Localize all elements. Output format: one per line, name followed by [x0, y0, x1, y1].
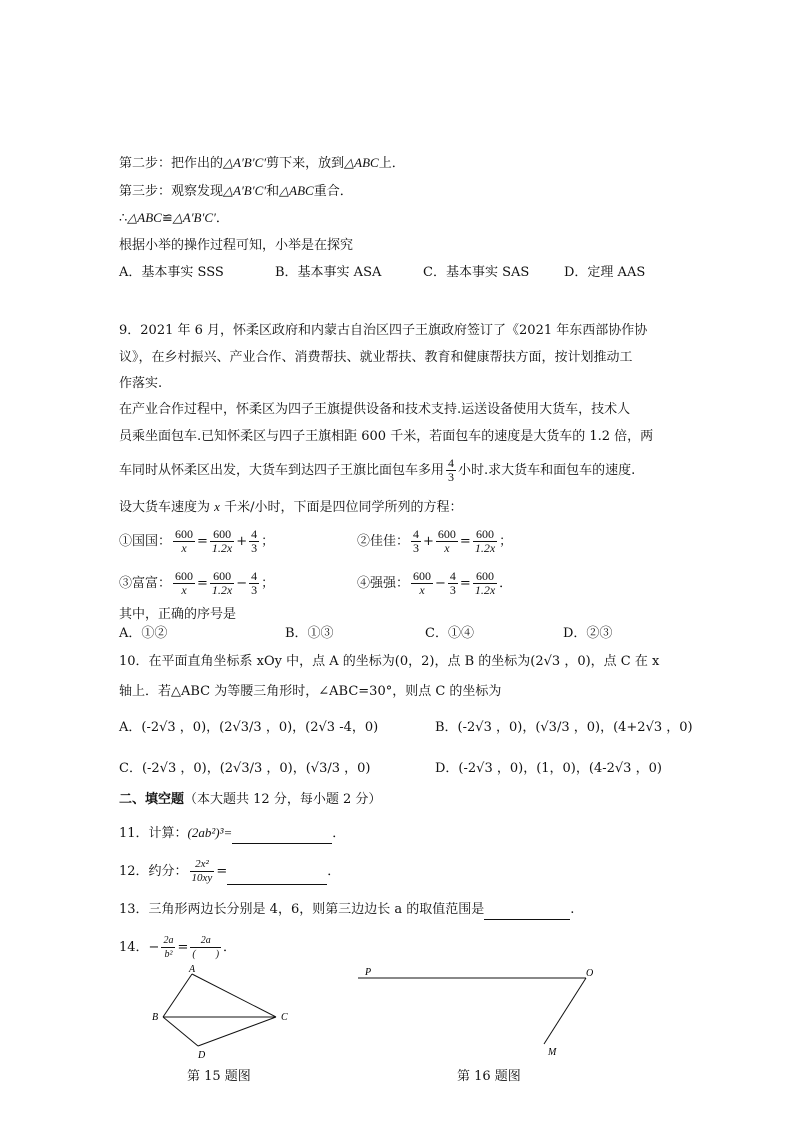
- equals: =: [177, 940, 189, 955]
- q9-option-d: D．②③: [563, 626, 613, 641]
- q12-fraction: [190, 858, 215, 885]
- frac-num: 600: [437, 527, 456, 541]
- section2-heading: [119, 790, 381, 810]
- q9-option-c: C．①④: [425, 626, 474, 641]
- q9-option-a: A．①②: [119, 626, 168, 641]
- frac-den: b²: [164, 949, 173, 960]
- frac-num: 2x²: [190, 858, 215, 872]
- triangle-prime: △A′B′C′: [223, 183, 267, 198]
- frac-num: 600: [413, 569, 432, 583]
- conclusion-line: [119, 208, 229, 229]
- frac-4-3: [411, 528, 421, 555]
- figure-15: [140, 962, 300, 1062]
- point-p-label: P: [365, 967, 372, 978]
- frac-4-3: [249, 528, 259, 555]
- q10-option-a: A．(-2√3 ，0)，(2√3/3 ，0)，(2√3 -4，0): [119, 720, 379, 735]
- segment-dc: [198, 1017, 276, 1046]
- triangle-prime: △A′B′C′: [223, 155, 267, 170]
- eq1-name: ①国国：: [119, 534, 172, 549]
- frac-num: 600: [210, 570, 234, 584]
- segment-ac: [192, 974, 276, 1017]
- segment-bd: [163, 1017, 198, 1046]
- figure-16-caption: 第 16 题图: [457, 1069, 521, 1084]
- four-thirds-fraction: [446, 457, 456, 484]
- segment-ab: [163, 974, 192, 1017]
- step3-and: 和: [266, 184, 280, 199]
- equation-3: [119, 570, 274, 597]
- q9-line6-text2: 小时.求大货车和面包车的速度.: [458, 463, 636, 478]
- q11-line: [119, 823, 345, 844]
- point-d-label: D: [198, 1050, 206, 1061]
- frac-den: x: [444, 541, 450, 555]
- q14-line: [119, 934, 236, 961]
- conclusion-end: ．: [215, 211, 229, 226]
- frac-600-x: [173, 570, 195, 597]
- frac-600-12x: [473, 528, 497, 555]
- triangle-prime: △A′B′C′: [172, 210, 216, 225]
- frac-den: 3: [251, 541, 258, 555]
- q10-option-b: B．(-2√3 ，0)，(√3/3 ，0)，(4+2√3 ，0): [435, 720, 693, 735]
- q14-end: ．: [223, 940, 237, 955]
- triangle-abc: △ABC: [344, 155, 379, 170]
- q10-option-c: C．(-2√3 ，0)，(2√3/3 ，0)，(√3/3 ，0): [119, 761, 371, 776]
- q10-line1: 10．在平面直角坐标系 xOy 中，点 A 的坐标为(0，2)，点 B 的坐标为(2√3 ，0)，点 C 在 x: [119, 654, 660, 669]
- frac-den: 1.2x: [474, 583, 496, 597]
- q14-rhs-fraction[interactable]: [190, 934, 221, 961]
- point-o-label: O: [586, 968, 594, 979]
- q10-line2: 轴上．若△ABC 为等腰三角形时，∠ABC=30°，则点 C 的坐标为: [119, 684, 502, 699]
- equals: =: [197, 534, 208, 549]
- frac-num: 4: [449, 569, 456, 583]
- frac-num: 2a: [163, 935, 174, 946]
- minus: −: [236, 576, 248, 591]
- step2-text: 第二步：把作出的: [119, 156, 224, 171]
- frac-den: 1.2x: [211, 583, 233, 597]
- q9-question: 其中，正确的序号是: [119, 607, 237, 622]
- q9-line2: 议》，在乡村振兴、产业合作、消费帮扶、就业帮扶、教育和健康帮扶方面，按计划推动工: [119, 350, 633, 365]
- frac-600-x: [436, 528, 458, 555]
- q13-end: .: [570, 902, 575, 917]
- frac-num: 600: [473, 528, 497, 542]
- eq3-name: ③富富：: [119, 576, 172, 591]
- semicolon: ；: [499, 534, 513, 549]
- q11-label: 11．计算：: [119, 826, 188, 841]
- q14-lhs-fraction: [161, 934, 175, 961]
- step2-text2: 剪下来，放到: [266, 156, 345, 171]
- section2-note: （本大题共 12 分，每小题 2 分）: [184, 792, 382, 807]
- frac-600-12x: [473, 570, 497, 597]
- semicolon: ；: [261, 576, 275, 591]
- q13-text: 13．三角形两边长分别是 4，6，则第三边边长 a 的取值范围是: [119, 902, 485, 917]
- section2-title: 二、填空题: [119, 792, 185, 807]
- frac-600-x: [411, 570, 433, 597]
- q9-line6-text: 车同时从怀柔区出发，大货车到达四子王旗比面包车多用: [119, 463, 445, 478]
- equals: =: [197, 576, 208, 591]
- frac-den: x: [181, 583, 187, 597]
- step3-line: [119, 181, 353, 202]
- q8-option-d: D．定理 AAS: [564, 265, 646, 280]
- q12-line: [119, 858, 340, 885]
- congruent-sign: ≌: [161, 211, 173, 226]
- q8-option-b: B．基本事实 ASA: [275, 265, 382, 280]
- q10-option-d: D．(-2√3 ，0)，(1，0)，(4-2√3 ，0): [435, 761, 662, 776]
- var-x: x: [214, 499, 220, 514]
- q14-label: 14．: [119, 940, 149, 955]
- q12-end: ．: [327, 864, 341, 879]
- frac-den-blank[interactable]: ( ): [192, 949, 220, 960]
- frac-den: 1.2x: [474, 541, 496, 555]
- q9-line5: 员乘坐面包车.已知怀柔区与四子王旗相距 600 千米，若面包车的速度是大货车的 1.2 倍，两: [119, 429, 654, 444]
- triangle-abc: △ABC: [279, 183, 314, 198]
- q12-label: 12．约分：: [119, 864, 188, 879]
- q9-option-b: B．①③: [285, 626, 334, 641]
- frac-den: x: [419, 583, 425, 597]
- q11-expression: (2ab²)³=: [187, 825, 233, 840]
- equals: =: [216, 864, 228, 879]
- frac-4-3: [249, 570, 259, 597]
- step3-text: 第三步：观察发现: [119, 184, 224, 199]
- step3-end: 重合．: [313, 184, 353, 199]
- equals: =: [459, 576, 471, 591]
- answer-blank[interactable]: [227, 870, 327, 885]
- frac-num: 600: [175, 569, 194, 583]
- point-m-label: M: [548, 1047, 557, 1058]
- frac-num: 4: [413, 527, 420, 541]
- answer-blank[interactable]: [232, 829, 332, 844]
- q8-option-a: A．基本事实 SSS: [119, 265, 224, 280]
- equation-1: [119, 528, 274, 555]
- figure-16: [355, 962, 605, 1062]
- q9-line7-text: 设大货车速度为: [119, 500, 211, 515]
- q8-option-c: C．基本事实 SAS: [423, 265, 530, 280]
- point-a-label: A: [189, 964, 196, 975]
- point-c-label: C: [281, 1012, 288, 1023]
- frac-den: 10xy: [191, 872, 213, 884]
- minus: −: [148, 940, 160, 955]
- frac-den: x: [181, 541, 187, 555]
- triangle-abc: △ABC: [127, 210, 162, 225]
- q9-line7: [119, 497, 462, 518]
- equation-4: [357, 570, 512, 597]
- frac-num: 600: [175, 527, 194, 541]
- frac-den: 3: [449, 583, 456, 597]
- frac-num: 600: [473, 570, 497, 584]
- semicolon: ；: [261, 534, 275, 549]
- q11-end: ．: [332, 826, 346, 841]
- plus: +: [236, 534, 248, 549]
- equals: =: [459, 534, 471, 549]
- frac-600-12x: [210, 528, 234, 555]
- step2-end: 上．: [378, 156, 405, 171]
- point-b-label: B: [152, 1012, 159, 1023]
- frac-den: 3: [413, 541, 420, 555]
- answer-blank[interactable]: [484, 905, 570, 920]
- q9-line1: 9．2021 年 6 月，怀柔区政府和内蒙古自治区四子王旗政府签订了《2021 年东西部协作协: [119, 323, 648, 338]
- eq4-name: ④强强：: [357, 576, 410, 591]
- frac-num: 4: [251, 527, 258, 541]
- frac-num: 600: [210, 528, 234, 542]
- frac-600-x: [173, 528, 195, 555]
- frac-num: 4: [251, 569, 258, 583]
- q9-line3: 作落实.: [119, 376, 163, 391]
- q8-prompt: 根据小举的操作过程可知，小举是在探究: [119, 238, 354, 253]
- figure-15-caption: 第 15 题图: [187, 1069, 251, 1084]
- ray-om: [544, 978, 586, 1044]
- eq2-name: ②佳佳：: [357, 534, 410, 549]
- q9-line4: 在产业合作过程中，怀柔区为四子王旗提供设备和技术支持.运送设备使用大货车，技术人: [119, 402, 631, 417]
- frac-den: 1.2x: [211, 541, 233, 555]
- q9-line7-text2: 千米/小时，下面是四位同学所列的方程：: [224, 500, 463, 515]
- frac-den: 3: [251, 583, 258, 597]
- therefore-sign: ∴: [119, 211, 128, 226]
- frac-num: 2a: [190, 934, 221, 948]
- frac-4-3: [448, 570, 458, 597]
- q13-line: [119, 900, 574, 920]
- frac-600-12x: [210, 570, 234, 597]
- plus: +: [423, 534, 434, 549]
- frac-den: 3: [448, 470, 455, 484]
- step2-line: [119, 153, 405, 174]
- period: ．: [499, 576, 513, 591]
- minus: −: [435, 576, 446, 591]
- equation-2: [357, 528, 512, 555]
- q9-line6: [119, 457, 635, 484]
- frac-num: 4: [448, 456, 455, 470]
